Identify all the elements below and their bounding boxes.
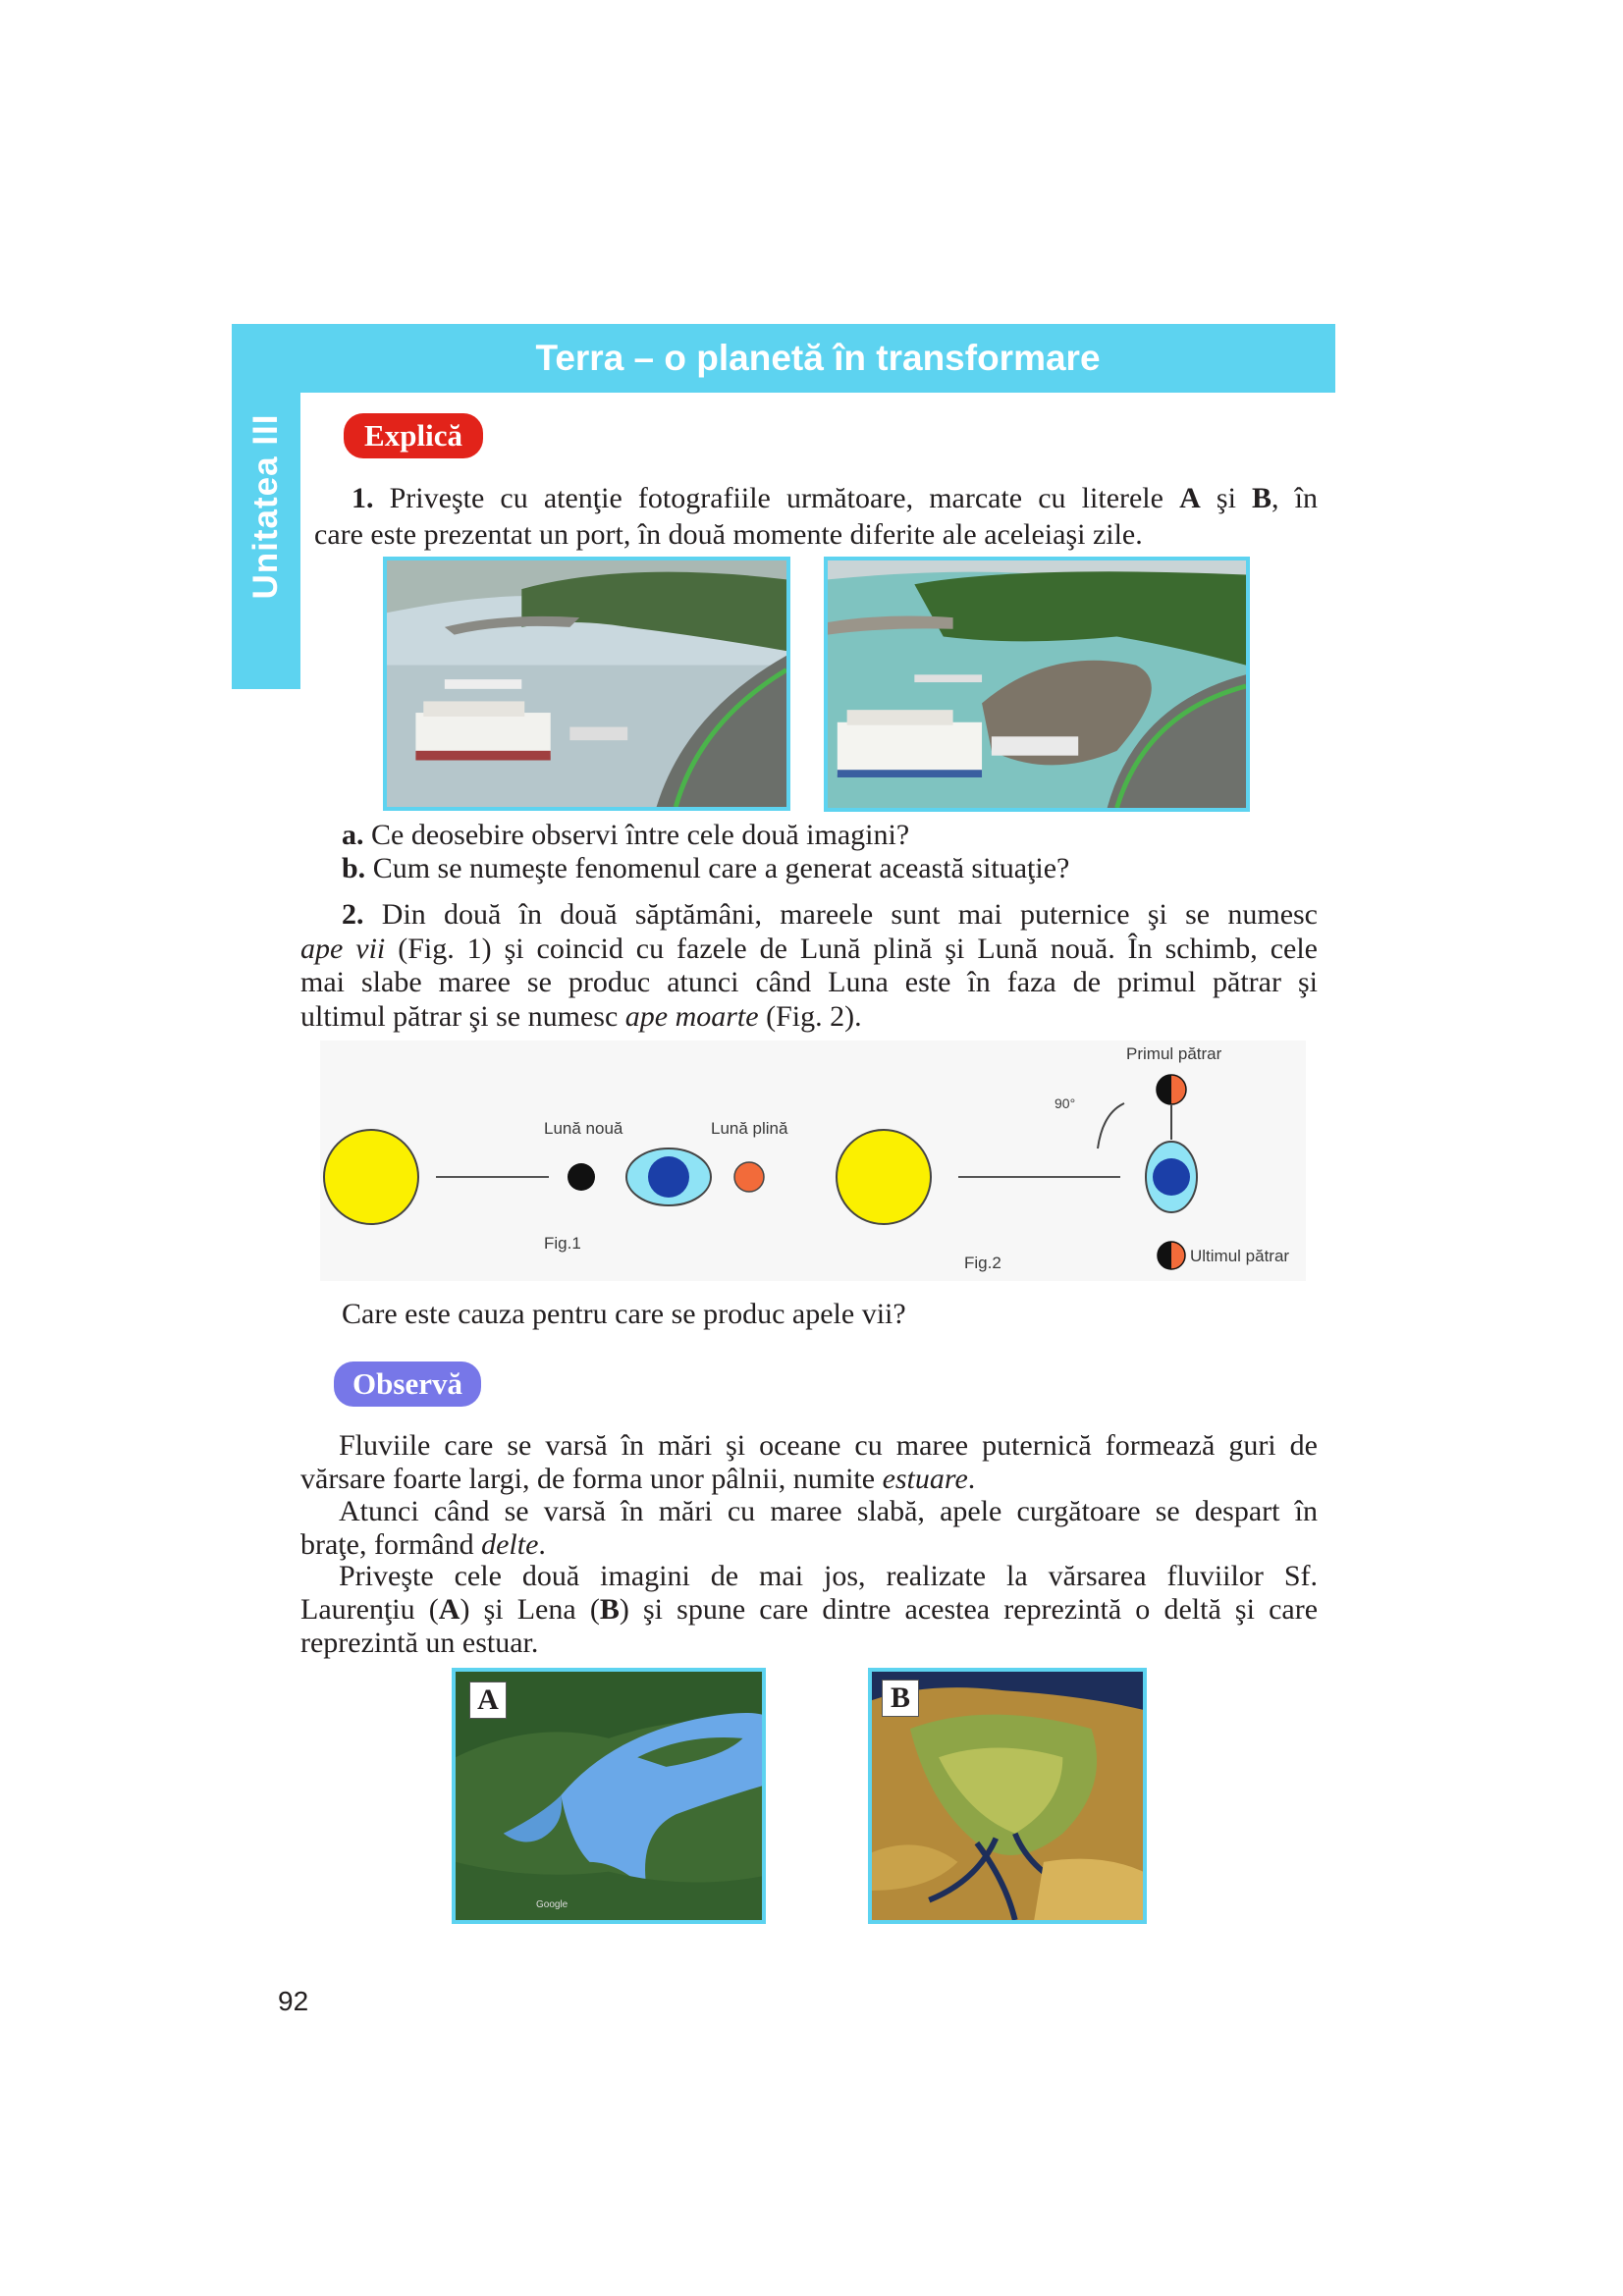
page-number: 92 <box>278 1986 309 2016</box>
question-1-number: 1. <box>352 482 374 514</box>
sun-fig1 <box>324 1130 418 1224</box>
full-moon-label: Lună plină <box>711 1119 788 1138</box>
question-1-text-a: Priveşte cu atenţie fotografiile următoare, marcate cu literele <box>389 482 1163 514</box>
question-spring-tides: Care este cauza pentru care se produc apele vii? <box>342 1298 906 1330</box>
new-moon <box>568 1163 595 1191</box>
new-moon-label: Lună nouă <box>544 1119 623 1138</box>
paragraph-1-text: vărsare foarte largi, de forma unor pâlnii, numite <box>300 1463 876 1495</box>
letter-b: B <box>599 1593 620 1626</box>
satellite-image-b <box>868 1668 1147 1924</box>
question-2-line-2 <box>300 933 1318 965</box>
question-1a <box>342 819 909 851</box>
unit-side-tab <box>232 324 300 689</box>
google-watermark: Google <box>536 1899 568 1910</box>
paragraph-2-text: braţe, formând <box>300 1528 474 1561</box>
question-1-line-1 <box>352 482 1318 514</box>
observa-badge: Observă <box>334 1362 481 1407</box>
chapter-title: Terra – o planetă în transformare <box>535 338 1101 378</box>
fig1-label: Fig.1 <box>544 1234 581 1253</box>
paragraph-1-line-2 <box>300 1463 975 1495</box>
letter-a: A <box>438 1593 460 1626</box>
paragraph-3-text-a: Laurenţiu ( <box>300 1593 439 1626</box>
paragraph-3-text-c: ) şi spune care dintre acestea reprezintă o deltă şi care <box>619 1593 1319 1626</box>
paragraph-3-line-3: reprezintă un estuar. <box>300 1627 539 1659</box>
question-2-line-4 <box>300 1000 862 1033</box>
first-quarter-label: Primul pătrar <box>1126 1044 1222 1063</box>
last-quarter-label: Ultimul pătrar <box>1190 1247 1290 1265</box>
question-1a-letter: a. <box>342 819 364 851</box>
question-2-text-4b: (Fig. 2). <box>766 1000 862 1033</box>
paragraph-3-line-1: Priveşte cele două imagini de mai jos, realizate la vărsarea fluviilor Sf. <box>339 1560 1318 1592</box>
paragraph-2-line-1: Atunci când se varsă în mări cu maree slabă, apele curgătoare se despart în <box>339 1495 1318 1527</box>
last-quarter-moon <box>1158 1242 1185 1269</box>
term-ape-vii: ape vii <box>300 933 386 965</box>
question-2-text-1: Din două în două săptămâni, mareele sunt mai puternice şi se numesc <box>381 898 1319 931</box>
paragraph-1-line-1: Fluviile care se varsă în mări şi oceane cu maree puternică formează guri de <box>339 1429 1318 1462</box>
image-b-label: B <box>882 1680 919 1717</box>
port-photo-low-tide <box>824 557 1250 812</box>
image-a-label: A <box>469 1682 507 1719</box>
fig2-label: Fig.2 <box>964 1254 1001 1272</box>
conjunction: şi <box>1216 482 1236 514</box>
unit-label: Unitatea III <box>246 413 285 600</box>
earth-fig1 <box>648 1156 689 1198</box>
sun-fig2 <box>837 1130 931 1224</box>
question-1b-letter: b. <box>342 852 366 884</box>
question-2-text-4a: ultimul pătrar şi se numesc <box>300 1000 619 1033</box>
letter-b: B <box>1252 482 1272 514</box>
letter-a: A <box>1179 482 1201 514</box>
question-1-text-b: , în <box>1271 482 1319 514</box>
question-1a-text: Ce deosebire observi între cele două imagini? <box>371 819 910 851</box>
period: . <box>538 1528 546 1561</box>
full-moon <box>734 1162 764 1192</box>
chapter-title-bar <box>300 324 1335 393</box>
paragraph-3-text-b: ) şi Lena ( <box>460 1593 600 1626</box>
earth-fig2 <box>1153 1158 1190 1196</box>
question-1b <box>342 852 1069 884</box>
question-2-text-2: (Fig. 1) şi coincid cu fazele de Lună plină şi Lună nouă. În schimb, cele <box>398 933 1318 965</box>
first-quarter-moon <box>1157 1075 1186 1104</box>
question-2-number: 2. <box>342 898 364 931</box>
paragraph-3-line-2 <box>300 1593 1318 1626</box>
term-delte: delte <box>481 1528 539 1561</box>
question-1-line-2: care este prezentat un port, în două momente diferite ale aceleiaşi zile. <box>314 518 1143 551</box>
angle-label: 90° <box>1055 1095 1076 1111</box>
port-photo-high-tide <box>383 557 790 811</box>
term-ape-moarte: ape moarte <box>624 1000 759 1033</box>
satellite-image-a <box>452 1668 766 1924</box>
period: . <box>967 1463 976 1495</box>
explica-badge: Explică <box>344 413 483 458</box>
question-2-line-3: mai slabe maree se produc atunci când Luna este în faza de primul pătrar şi <box>300 966 1318 998</box>
question-2-line-1 <box>342 898 1318 931</box>
term-estuare: estuare <box>882 1463 968 1495</box>
tides-figure <box>320 1041 1306 1281</box>
paragraph-2-line-2 <box>300 1528 546 1561</box>
question-1b-text: Cum se numeşte fenomenul care a generat această situaţie? <box>372 852 1070 884</box>
